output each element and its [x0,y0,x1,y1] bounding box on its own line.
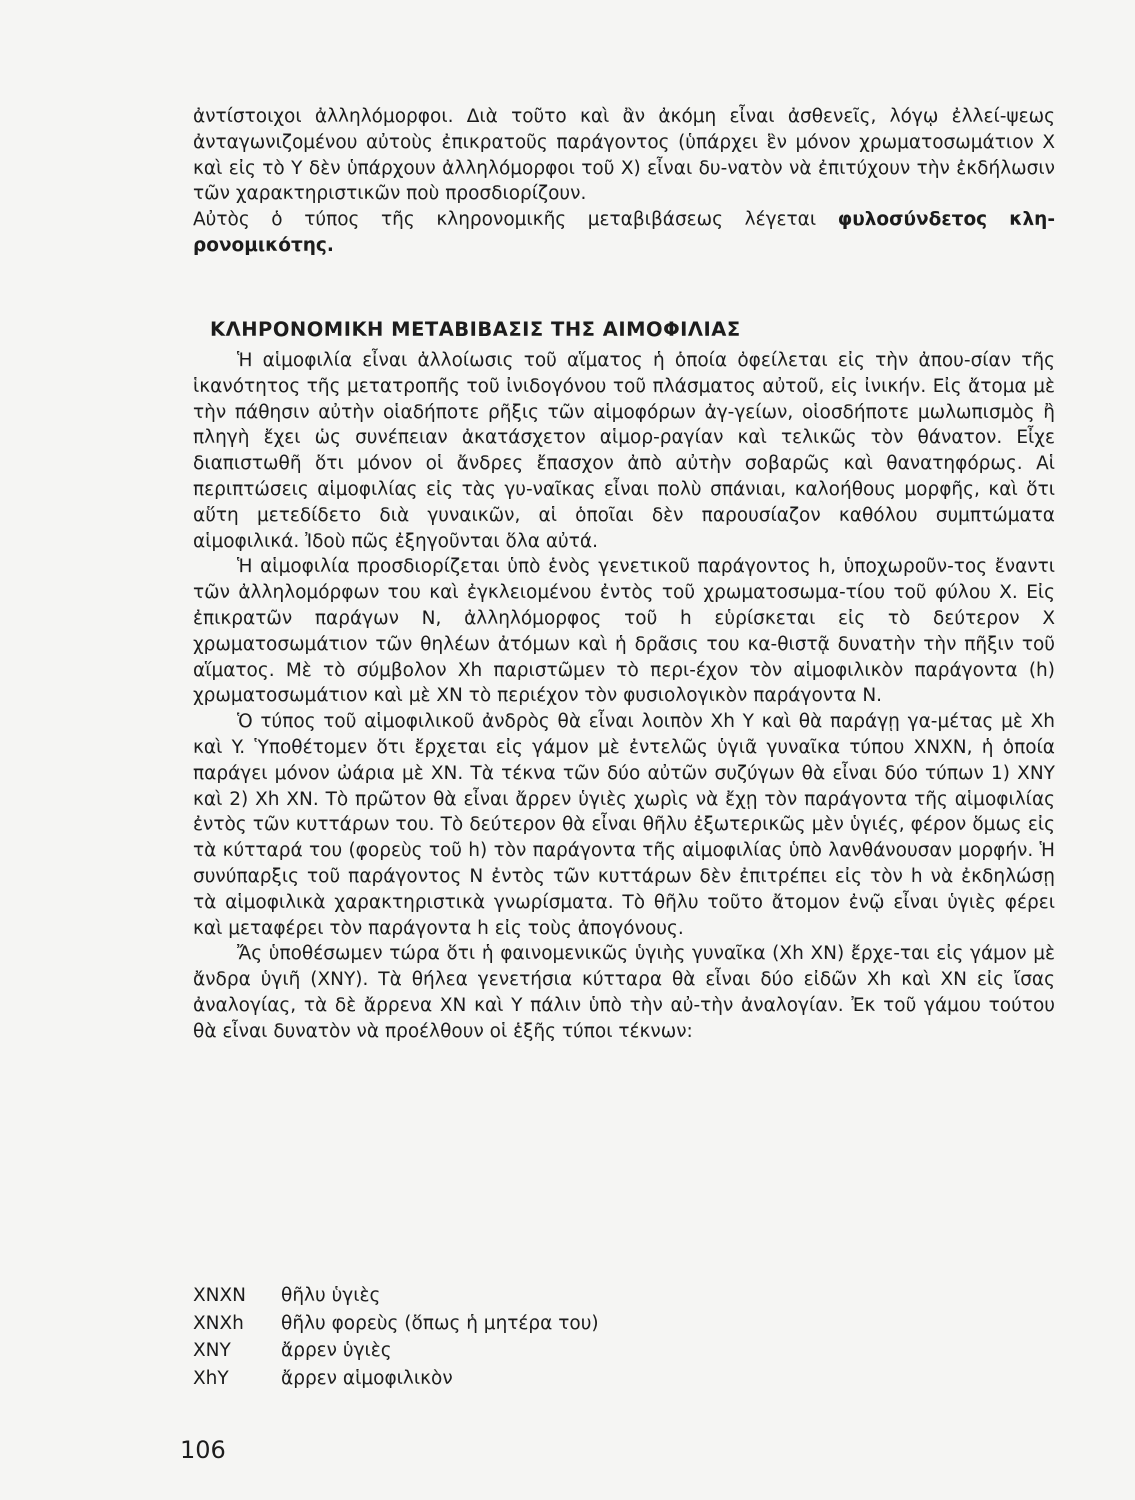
definition-text: Αὐτὸς ὁ τύπος τῆς κληρονομικῆς μεταβιβάσεως λέγεται [193,209,838,231]
paragraph-1: Ἡ αἱμοφιλία εἶναι ἀλλοίωσις τοῦ αἵματος ἡ ὁποία ὀφείλεται εἰς τὴν ἀπου-σίαν τῆς ἱκανότητος τῆς μετατροπῆς τοῦ ἰνιδογόνου τοῦ πλάσματος αὐτοῦ, εἰς ἰνικήν. Εἰς ἄτομα μὲ τὴν πάθησιν αὐτὴν οἱαδήποτε ρῆξις τῶν αἱμοφόρων ἀγ-γείων, οἱοσδήποτε μωλωπισμὸς ἢ πληγὴ ἔχει ὡς συνέπειαν ἀκατάσχετον αἱμορ-ραγίαν καὶ τελικῶς τὸν θάνατον. Εἶχε διαπιστωθῆ ὅτι μόνον οἱ ἄνδρες ἔπασχον ἀπὸ αὐτὴν σοβαρῶς καὶ θανατηφόρως. Αἱ περιπτώσεις αἱμοφιλίας εἰς τὰς γυ-ναῖκας εἶναι πολὺ σπάνιαι, καλοήθους μορφῆς, καὶ ὅτι αὕτη μετεδίδετο διὰ γυναικῶν, αἱ ὁποῖαι δὲν παρουσίαζον καθόλου συμπτώματα αἱμοφιλικά. Ἰδοὺ πῶς ἐξηγοῦνται ὅλα αὐτά. [193,350,1055,552]
intro-text [193,104,1055,259]
offspring-list [193,1282,793,1392]
page-number: 106 [180,1436,226,1464]
genotype-description: ἄρρεν αἱμοφιλικὸν [281,1367,453,1389]
genotype-description: θῆλυ φορεὺς (ὅπως ἡ μητέρα του) [281,1312,599,1334]
genotype-code: XNXN [193,1285,247,1306]
paragraph-3: Ὁ τύπος τοῦ αἱμοφιλικοῦ ἀνδρὸς θὰ εἶναι λοιπὸν Xh Y καὶ θὰ παράγῃ γα-μέτας μὲ Xh καὶ Y. Ὑποθέτομεν ὅτι ἔρχεται εἰς γάμον μὲ ἐντελῶς ὑγιᾶ γυναῖκα τύπου XNXN, ἡ ὁποία παράγει μόνον ὠάρια μὲ XN. Τὰ τέκνα τῶν δύο αὐτῶν συζύγων θὰ εἶναι δύο τύπων 1) XNY καὶ 2) Xh XN. Τὸ πρῶτον θὰ εἶναι ἄρρεν ὑγιὲς χωρὶς νὰ ἔχῃ τὸν παράγοντα τῆς αἱμοφιλίας ἐντὸς τῶν κυττάρων του. Τὸ δεύτερον θὰ εἶναι θῆλυ ἐξωτερικῶς μὲν ὑγιές, φέρον ὅμως εἰς τὰ κύτταρά του (φορεὺς τοῦ h) τὸν παράγοντα τῆς αἱμοφιλίας ὑπὸ λανθάνουσαν μορφήν. Ἡ συνύπαρξις τοῦ παράγοντος N ἐντὸς τῶν κυττάρων δὲν ἐπιτρέπει εἰς τὸν h νὰ ἐκδηλώσῃ τὰ αἱμοφιλικὰ χαρακτηριστικὰ γνωρίσματα. Τὸ θῆλυ τοῦτο ἄτομον ἐνῷ εἶναι ὑγιὲς φέρει καὶ μεταφέρει τὸν παράγοντα h εἰς τοὺς ἀπογόνους. [193,711,1055,939]
section-heading: ΚΛΗΡΟΝΟΜΙΚΗ ΜΕΤΑΒΙΒΑΣΙΣ ΤΗΣ ΑΙΜΟΦΙΛΙΑΣ [210,318,741,341]
genotype-description: θῆλυ ὑγιὲς [281,1285,381,1306]
definition-term: φυλοσύνδετος κλη-ρονομικότης. [193,209,1056,256]
list-item [193,1282,793,1310]
intro-definition-paragraph [193,207,1055,259]
list-item [193,1337,793,1365]
list-item [193,1365,793,1393]
paragraph-2: Ἡ αἱμοφιλία προσδιορίζεται ὑπὸ ἑνὸς γενετικοῦ παράγοντος h, ὑποχωροῦν-τος ἔναντι τῶν ἀλληλομόρφων του καὶ ἐγκλειομένου ἐντὸς τοῦ χρωματοσωμα-τίου τοῦ φύλου X. Εἰς ἐπικρατῶν παράγων N, ἀλληλόμορφος τοῦ h εὑρίσκεται εἰς τὸ δεύτερον X χρωματοσωμάτιον τῶν θηλέων ἀτόμων καὶ ἡ δρᾶσις του κα-θιστᾷ δυνατὴν τὴν πῆξιν τοῦ αἵματος. Μὲ τὸ σύμβολον Xh παριστῶμεν τὸ περι-έχον τὸν αἱμοφιλικὸν παράγοντα (h) χρωματοσωμάτιον καὶ μὲ XN τὸ περιέχον τὸν φυσιολογικὸν παράγοντα N. [193,556,1055,707]
intro-paragraph: ἀντίστοιχοι ἀλληλόμορφοι. Διὰ τοῦτο καὶ ἂν ἀκόμη εἶναι ἀσθενεῖς, λόγῳ ἐλλεί-ψεως ἀνταγωνιζομένου αὐτοὺς ἐπικρατοῦς παράγοντος (ὑπάρχει ἓν μόνον χρωματοσωμάτιον X καὶ εἰς τὸ Y δὲν ὑπάρχουν ἀλληλόμορφοι τοῦ X) εἶναι δυ-νατὸν νὰ ἐπιτύχουν τὴν ἐκδήλωσιν τῶν χαρακτηριστικῶν ποὺ προσδιορίζουν. [193,106,1055,205]
genotype-code: XhY [193,1367,229,1389]
genotype-code: XNXh [193,1312,244,1334]
genotype-description: ἄρρεν ὑγιὲς [281,1340,392,1361]
list-item [193,1310,793,1338]
section-body [193,348,1055,1045]
paragraph-4: Ἄς ὑποθέσωμεν τώρα ὅτι ἡ φαινομενικῶς ὑγιὴς γυναῖκα (Xh XN) ἔρχε-ται εἰς γάμον μὲ ἄνδρα ὑγιῆ (XNY). Τὰ θήλεα γενετήσια κύτταρα θὰ εἶναι δύο εἰδῶν Xh καὶ XN εἰς ἴσας ἀναλογίας, τὰ δὲ ἄρρενα XN καὶ Y πάλιν ὑπὸ τὴν αὐ-τὴν ἀναλογίαν. Ἐκ τοῦ γάμου τούτου θὰ εἶναι δυνατὸν νὰ προέλθουν οἱ ἑξῆς τύποι τέκνων: [193,943,1055,1042]
genotype-code: XNY [193,1340,231,1361]
